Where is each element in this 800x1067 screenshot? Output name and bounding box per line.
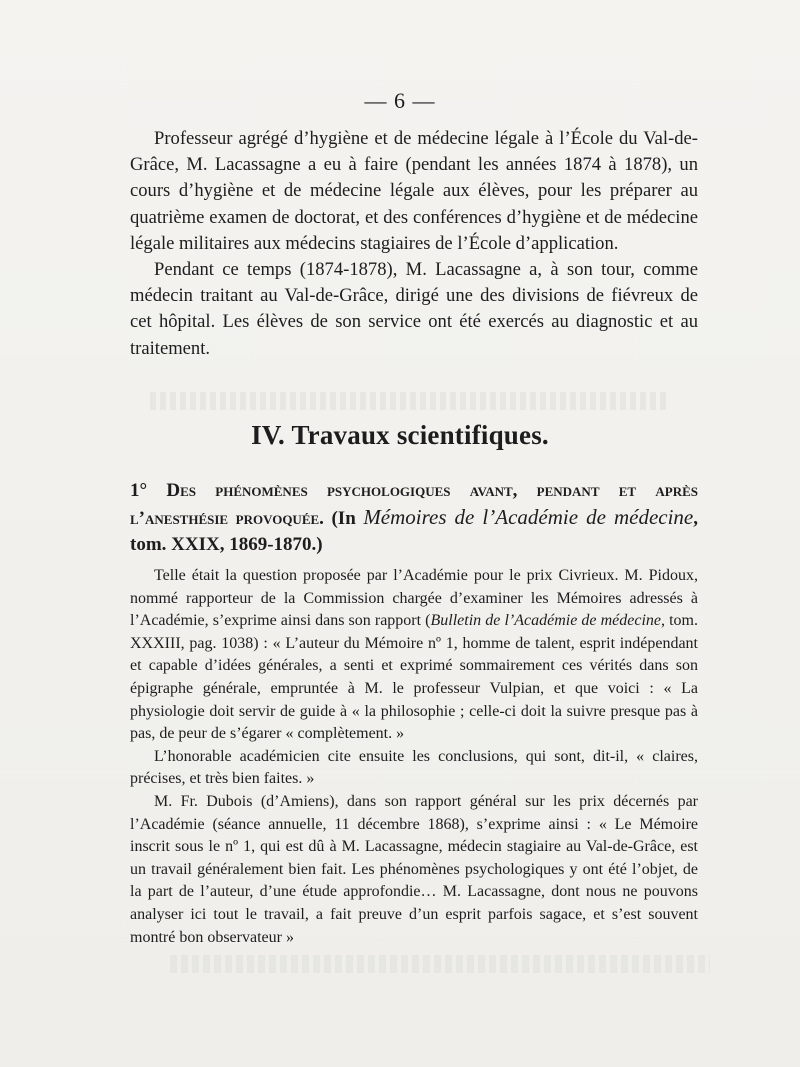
subsection-number: 1° — [130, 480, 167, 501]
intro-paragraph-1: Professeur agrégé d’hygiène et de médecine légale à l’École du Val-de-Grâce, M. Lacassagne a eu à faire (pendant les années 1874 à 1878), un cours d’hygiène et de médecine légale aux élèves, pour les préparer au quatrième examen de doctorat, et des conférences d’hygiène et de médecine légale militaires aux médecins stagiaires de l’École d’application. — [130, 128, 698, 254]
body-section — [130, 565, 698, 949]
bleed-through-mark — [170, 955, 710, 973]
subsection-source-rest: , tom. XXIX, 1869-1870.) — [130, 508, 698, 555]
subsection-source: Mémoires de l’Académie de médecine — [363, 505, 694, 529]
body-paragraph-1 — [130, 565, 698, 746]
intro-section — [130, 126, 698, 362]
body-paragraph-3: M. Fr. Dubois (d’Amiens), dans son rapport général sur les prix décernés par l’Académie (séance annuelle, 11 décembre 1868), s’exprime ainsi : « Le Mémoire inscrit sous le nº 1, qui est dû à M. Lacassagne, médecin stagiaire au Val-de-Grâce, est un travail généralement bien fait. Les phénomènes psychologiques y ont été l’objet, de la part de l’auteur, d’une étude approfondie… M. Lacassagne, dont nous ne pouvons analyser ici tout le travail, a fait preuve d’un esprit parfois sagace, et s’est souvent montré bon observateur » — [130, 792, 698, 946]
subsection-title-text: Des phénomènes psychologiques avant, pendant et après l’anesthésie provoquée. — [130, 480, 698, 529]
body-paragraph-1-start: Telle était la question proposée par l’Académie pour le prix Civrieux. M. Pidoux, nommé rapporteur de la Commission chargée d’examiner les Mémoires adressés à l’Académie, s’exprime ainsi dans son rapport ( — [130, 567, 698, 630]
subsection-paren-open: (In — [323, 508, 364, 529]
bulletin-citation: Bulletin de l’Académie de médecine — [430, 612, 662, 630]
bleed-through-mark — [150, 392, 670, 410]
section-heading: IV. Travaux scientifiques. — [251, 420, 549, 450]
intro-paragraph-2: Pendant ce temps (1874-1878), M. Lacassagne a, à son tour, comme médecin traitant au Val-de-Grâce, dirigé une des divisions de fiévreux de cet hôpital. Les élèves de son service ont été exercés au diagnostic et au traitement. — [130, 259, 698, 359]
body-paragraph-2: L’honorable académicien cite ensuite les conclusions, qui sont, dit-il, « claires, précises, et très bien faites. » — [130, 747, 698, 788]
body-paragraph-1-rest: , tom. XXXIII, pag. 1038) : « L’auteur du Mémoire nº 1, homme de talent, esprit indépendant et capable d’idées générales, a senti et exprimé sommairement ces vérités dans son épigraphe générale, empruntée à M. le professeur Vulpian, et que voici : « La physiologie doit servir de guide à « la philosophie ; celle-ci doit la suivre presque pas à pas, de peur de s’égarer « complètement. » — [130, 612, 699, 743]
page-number: — 6 — — [364, 88, 436, 113]
subsection-title — [130, 478, 698, 558]
